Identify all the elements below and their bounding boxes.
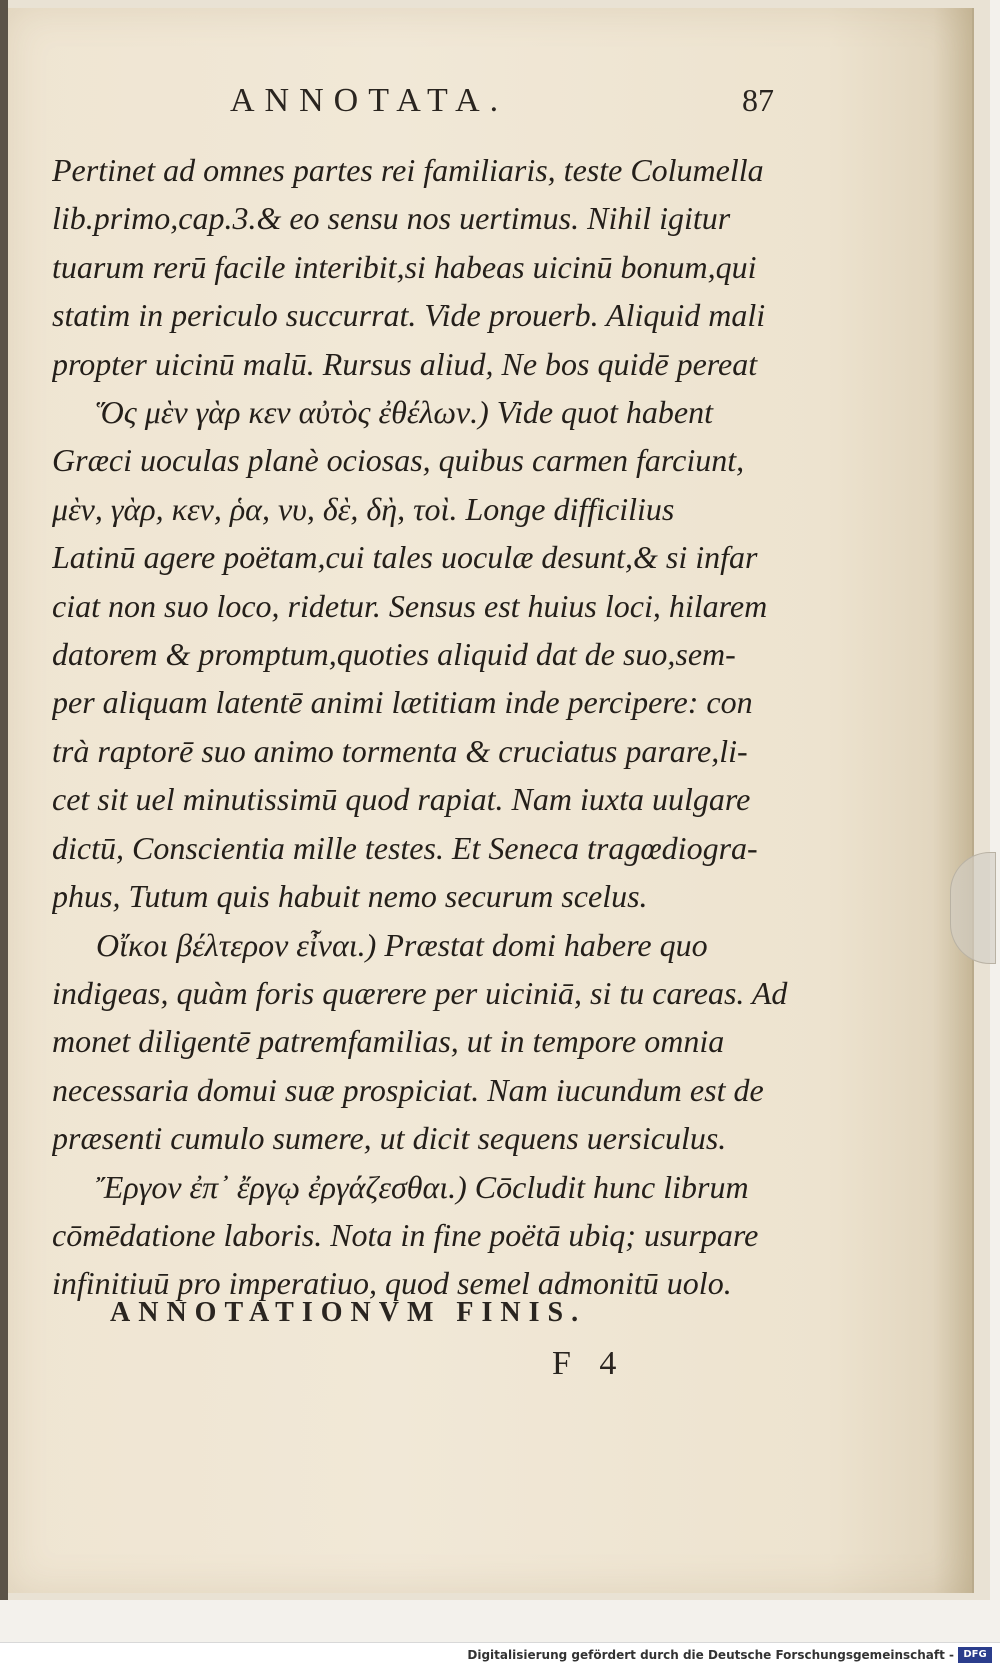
signature-mark: F 4	[552, 1345, 627, 1382]
text-line: Pertinet ad omnes partes rei familiaris, teste Columella	[52, 152, 764, 188]
page-tab-marker	[950, 852, 996, 964]
text-line: datorem & promptum,quoties aliquid dat de suo,sem-	[52, 636, 736, 673]
text-line: præsenti cumulo sumere, ut dicit sequens uersiculus.	[52, 1120, 727, 1157]
text-line: dictū, Conscientia mille testes. Et Seneca tragœdiogra-	[52, 829, 758, 866]
page-number: 87	[742, 82, 774, 118]
text-line: Græci uoculas planè ociosas, quibus carmen farciunt,	[52, 442, 745, 479]
text-line: indigeas, quàm foris quærere per uiciniā, si tu careas. Ad	[52, 974, 788, 1011]
text-line: statim in periculo succurrat. Vide prouerb. Aliquid mali	[52, 297, 766, 334]
colophon: ANNOTATIONVM FINIS.	[110, 1297, 587, 1328]
text-line: trà raptorē suo animo tormenta & cruciatus parare,li-	[52, 732, 748, 769]
footer-bar	[0, 1642, 1000, 1670]
footer-credit: Digitalisierung gefördert durch die Deutsche Forschungsgemeinschaft -	[467, 1648, 954, 1662]
text-line: phus, Tutum quis habuit nemo securum scelus.	[52, 878, 648, 915]
text-line: Ὅς μὲν γὰρ κεν αὐτὸς ἐθέλων.) Vide quot habent	[96, 394, 714, 431]
text-line: tuarum rerū facile interibit,si habeas uicinū bonum,qui	[52, 248, 757, 285]
text-line: Οἴκοι βέλτερον εἶναι.) Præstat domi habere quo	[96, 926, 708, 963]
text-line: necessaria domui suæ prospiciat. Nam iucundum est de	[52, 1071, 764, 1108]
text-line: per aliquam latentē animi lætitiam inde percipere: con	[52, 684, 753, 721]
dfg-logo: DFG	[958, 1647, 992, 1663]
text-line: infinitiuū pro imperatiuo, quod semel admonitū uolo.	[52, 1265, 732, 1302]
text-line: cet sit uel minutissimū quod rapiat. Nam iuxta uulgare	[52, 781, 751, 818]
text-line: ciat non suo loco, ridetur. Sensus est huius loci, hilarem	[52, 587, 768, 624]
body-text	[52, 146, 812, 1308]
text-line: lib.primo,cap.3.& eo sensu nos uertimus. Nihil igitur	[52, 200, 731, 237]
text-line: Latinū agere poëtam,cui tales uoculæ desunt,& si infar	[52, 539, 758, 576]
text-line: propter uicinū malū. Rursus aliud, Ne bos quidē pereat	[52, 345, 758, 382]
running-head: ANNOTATA.	[230, 82, 509, 119]
text-line: monet diligentē patremfamilias, ut in tempore omnia	[52, 1023, 725, 1060]
text-line: Ἔργον ἐπ᾽ ἔργῳ ἐργάζεσθαι.) Cōcludit hunc librum	[96, 1168, 749, 1205]
text-line: cōmēdatione laboris. Nota in fine poëtā ubiq; usurpare	[52, 1216, 759, 1253]
text-line: μὲν, γὰρ, κεν, ῥα, νυ, δὲ, δὴ, τοὶ. Longe difficilius	[52, 490, 675, 527]
scan-edge	[0, 0, 8, 1600]
